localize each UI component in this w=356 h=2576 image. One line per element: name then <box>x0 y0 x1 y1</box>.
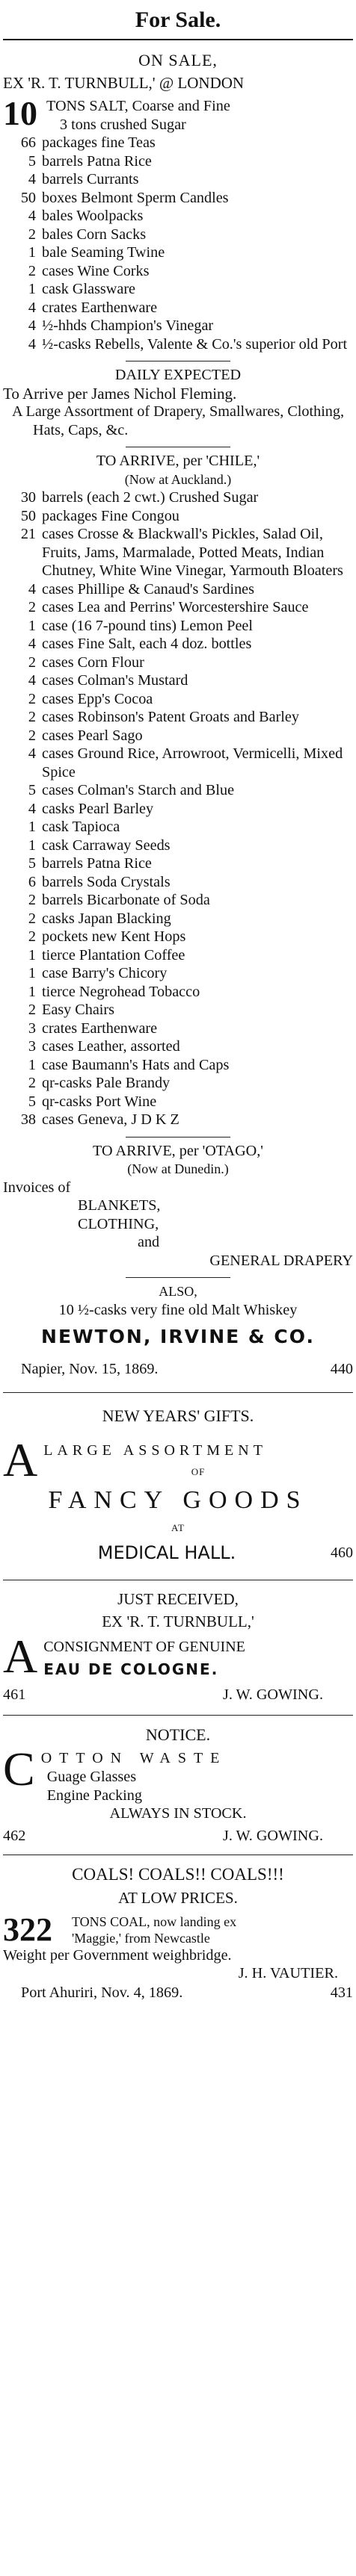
otago-heading: TO ARRIVE, per 'OTAGO,' <box>93 1142 263 1159</box>
list-item <box>3 507 353 526</box>
item-qty: 5 <box>28 1093 36 1110</box>
divider <box>126 1277 230 1278</box>
item-desc: cases Colman's Mustard <box>42 672 188 689</box>
and-line: and <box>138 1234 160 1250</box>
item-desc: ½-casks Rebells, Valente & Co.'s superior old Port <box>42 335 348 353</box>
otago-location: (Now at Dunedin.) <box>127 1161 229 1176</box>
item-desc: case Barry's Chicory <box>42 965 168 981</box>
coal-lead <box>3 1911 353 1948</box>
list-item <box>3 1111 353 1129</box>
ad-title: COALS! COALS!! COALS!!! <box>72 1864 284 1884</box>
item-qty: 4 <box>28 335 36 353</box>
firm-name: NEWTON, IRVINE & CO. <box>41 1326 315 1347</box>
item-desc: barrels (each 2 cwt.) Crushed Sugar <box>42 489 259 506</box>
ex-ship: EX 'R. T. TURNBULL,' <box>102 1613 254 1630</box>
coal-line-3: Weight per Government weighbridge. <box>3 1946 232 1964</box>
ad-title: JUST RECEIVED, <box>117 1590 239 1608</box>
item-qty: 5 <box>28 152 36 170</box>
chile-heading: TO ARRIVE, per 'CHILE,' <box>96 453 260 469</box>
list-item <box>3 727 353 745</box>
item-qty: 1 <box>28 1056 36 1073</box>
item-desc: boxes Belmont Sperm Candles <box>42 189 229 206</box>
list-item <box>3 1001 353 1019</box>
item-qty: 1 <box>28 837 36 854</box>
drop-cap: C <box>3 1742 35 1796</box>
item-qty: 2 <box>28 262 36 279</box>
list-item <box>3 1019 353 1038</box>
list-item <box>3 983 353 1002</box>
signature: J. H. VAUTIER. <box>238 1965 338 1981</box>
item-qty: 4 <box>28 317 36 334</box>
item-desc: cases Geneva, J D K Z <box>42 1111 179 1128</box>
item-desc: bales Woolpacks <box>42 208 144 224</box>
new-years-gifts-ad <box>3 1393 353 1568</box>
item-qty: 66 <box>20 134 36 151</box>
item-desc: cases Lea and Perrins' Worcestershire Sauce <box>42 599 309 615</box>
list-item <box>3 891 353 910</box>
list-item <box>3 1093 353 1111</box>
coal-line-2: 'Maggie,' from Newcastle <box>72 1930 210 1946</box>
invoices-of: Invoices of <box>3 1179 71 1196</box>
sig-row <box>3 1826 353 1846</box>
coal-qty: 322 <box>3 1911 52 1948</box>
list-item <box>3 910 353 928</box>
coal-line-1: TONS COAL, now landing ex <box>72 1914 237 1929</box>
sig-row <box>3 1685 353 1704</box>
whiskey-line: 10 ½-casks very fine old Malt Whiskey <box>58 1301 298 1318</box>
ad-ref: 460 <box>331 1545 353 1561</box>
item-qty: 2 <box>28 690 36 707</box>
item-desc: tierce Plantation Coffee <box>42 946 185 963</box>
dropcap-block <box>3 1742 353 1804</box>
hall-row <box>3 1538 353 1568</box>
item-qty: 30 <box>20 489 36 506</box>
clothing-line: CLOTHING, <box>78 1215 159 1232</box>
list-item <box>3 299 353 317</box>
item-desc: tierce Negrohead Tobacco <box>42 983 200 1000</box>
item-desc: qr-casks Pale Brandy <box>42 1075 171 1091</box>
list-item <box>3 580 353 599</box>
general-drapery-line: GENERAL DRAPERY <box>209 1252 353 1269</box>
list-item <box>3 708 353 727</box>
item-qty: 1 <box>28 244 36 261</box>
list-item <box>3 134 353 152</box>
item-qty: 1 <box>28 983 36 1000</box>
ad-ref: 431 <box>330 1984 353 2001</box>
list-item <box>3 635 353 654</box>
item-desc: bale Seaming Twine <box>42 244 165 261</box>
item-qty: 3 <box>28 1019 36 1037</box>
item-qty: 2 <box>28 654 36 671</box>
low-prices: AT LOW PRICES. <box>118 1888 238 1907</box>
item-desc: barrels Bicarbonate of Soda <box>42 892 210 908</box>
list-item <box>3 818 353 837</box>
ad-date: Napier, Nov. 15, 1869. <box>21 1361 159 1377</box>
item-qty: 5 <box>28 855 36 872</box>
date-row <box>3 1359 353 1379</box>
list-item <box>3 335 353 354</box>
item-qty: 1 <box>28 617 36 634</box>
item-desc: cases Crosse & Blackwall's Pickles, Salad Oil, Fruits, Jams, Marmalade, Potted Meats, Indian Chutney, White Wine Vinegar, Yarmouth Bloaters <box>42 526 343 579</box>
section-header: For Sale. <box>3 0 353 40</box>
chile-item-list <box>3 488 353 1129</box>
list-item <box>3 745 353 781</box>
item-qty: 21 <box>20 526 36 542</box>
item-desc: cask Glassware <box>42 281 135 297</box>
lead-desc-2: 3 tons crushed Sugar <box>60 116 186 133</box>
list-item <box>3 598 353 617</box>
item-desc: packages Fine Congou <box>42 507 179 524</box>
item-desc: cask Carraway Seeds <box>42 837 171 854</box>
arrive-fleming: To Arrive per James Nichol Fleming. <box>3 384 237 403</box>
stock-line: ALWAYS IN STOCK. <box>109 1805 247 1822</box>
list-item <box>3 617 353 636</box>
of-line: OF <box>191 1466 206 1477</box>
item-qty: 4 <box>28 580 36 598</box>
also-heading: ALSO, <box>159 1284 197 1299</box>
list-item <box>3 671 353 690</box>
list-item <box>3 262 353 281</box>
lead-item <box>3 94 353 134</box>
product-name: EAU DE COLOGNE. <box>43 1660 219 1678</box>
item-qty: 4 <box>28 171 36 187</box>
drop-cap: A <box>3 1433 38 1486</box>
list-item <box>3 226 353 244</box>
item-desc: crates Earthenware <box>42 299 158 316</box>
item-qty: 2 <box>28 226 36 243</box>
ad-title: NOTICE. <box>145 1725 211 1744</box>
signature: J. W. GOWING. <box>222 1686 323 1703</box>
item-desc: cases Phillipe & Canaud's Sardines <box>42 580 254 598</box>
ad-title: NEW YEARS' GIFTS. <box>102 1406 254 1425</box>
item-qty: 1 <box>28 965 36 981</box>
item-desc: cases Epp's Cocoa <box>42 690 153 707</box>
list-item <box>3 690 353 709</box>
item-desc: barrels Soda Crystals <box>42 873 171 890</box>
list-item <box>3 928 353 946</box>
list-item <box>3 488 353 507</box>
item-desc: cases Pearl Sago <box>42 727 143 744</box>
item-qty: 50 <box>20 507 36 524</box>
item-desc: case Baumann's Hats and Caps <box>42 1056 230 1073</box>
item-qty: 4 <box>28 672 36 689</box>
item-qty: 2 <box>28 599 36 615</box>
guage-glasses: Guage Glasses <box>46 1769 137 1785</box>
consignment-line: CONSIGNMENT OF GENUINE <box>43 1639 245 1655</box>
item-qty: 1 <box>28 281 36 297</box>
item-desc: ½-hhds Champion's Vinegar <box>42 317 214 334</box>
item-qty: 4 <box>28 800 36 817</box>
list-item <box>3 170 353 189</box>
list-item <box>3 280 353 299</box>
engine-packing: Engine Packing <box>46 1787 142 1804</box>
list-item <box>3 243 353 262</box>
item-desc: crates Earthenware <box>42 1019 158 1037</box>
item-qty: 4 <box>28 636 36 652</box>
item-desc: cases Ground Rice, Arrowroot, Vermicelli, Mixed Spice <box>42 745 343 780</box>
ad-date: Port Ahuriri, Nov. 4, 1869. <box>21 1984 183 2001</box>
list-item <box>3 964 353 983</box>
item-qty: 4 <box>28 745 36 762</box>
item-desc: casks Japan Blacking <box>42 910 171 927</box>
item-desc: barrels Currants <box>42 171 139 187</box>
item-qty: 1 <box>28 819 36 835</box>
list-item <box>3 873 353 892</box>
item-qty: 5 <box>28 782 36 798</box>
eau-de-cologne-ad <box>3 1580 353 1704</box>
dropcap-block <box>3 1433 353 1486</box>
medical-hall: MEDICAL HALL. <box>97 1542 236 1563</box>
item-qty: 2 <box>28 709 36 725</box>
ad-ref: 440 <box>330 1361 353 1377</box>
blankets-line: BLANKETS, <box>78 1197 161 1214</box>
date-row <box>3 1983 353 2002</box>
large-assortment: LARGE ASSORTMENT <box>43 1442 267 1459</box>
item-desc: cases Corn Flour <box>42 654 144 671</box>
ad-ref: 462 <box>3 1827 26 1844</box>
item-desc: cask Tapioca <box>42 819 120 835</box>
item-desc: barrels Patna Rice <box>42 152 152 170</box>
list-item <box>3 654 353 672</box>
fancy-goods: FANCY GOODS <box>48 1486 308 1514</box>
item-desc: casks Pearl Barley <box>42 800 154 817</box>
at-line: AT <box>171 1522 185 1533</box>
item-desc: cases Wine Corks <box>42 262 150 279</box>
list-item <box>3 854 353 873</box>
ad-ref: 461 <box>3 1686 26 1703</box>
item-desc: bales Corn Sacks <box>42 226 147 243</box>
lead-desc-1: TONS SALT, Coarse and Fine <box>46 98 230 114</box>
list-item <box>3 1037 353 1056</box>
item-desc: qr-casks Port Wine <box>42 1093 157 1110</box>
list-item <box>3 317 353 335</box>
drop-cap: A <box>3 1630 38 1683</box>
item-list <box>3 134 353 353</box>
list-item <box>3 781 353 800</box>
item-qty: 2 <box>28 727 36 744</box>
item-desc: cases Robinson's Patent Groats and Barley <box>42 709 299 725</box>
item-desc: cases Fine Salt, each 4 doz. bottles <box>42 636 252 652</box>
list-item <box>3 837 353 855</box>
list-item <box>3 800 353 819</box>
list-item <box>3 152 353 171</box>
newton-irvine-ad <box>3 40 353 1379</box>
item-desc: cases Leather, assorted <box>42 1038 180 1055</box>
item-qty: 4 <box>28 208 36 224</box>
list-item <box>3 946 353 965</box>
coals-ad <box>3 1855 353 2002</box>
item-qty: 50 <box>20 189 36 206</box>
item-qty: 2 <box>28 1002 36 1018</box>
list-item <box>3 1056 353 1075</box>
item-desc: Easy Chairs <box>42 1002 114 1018</box>
item-desc: case (16 7-pound tins) Lemon Peel <box>42 617 253 634</box>
chile-location: (Now at Auckland.) <box>124 471 232 487</box>
item-desc: pockets new Kent Hops <box>42 928 186 945</box>
list-item <box>3 207 353 226</box>
item-qty: 2 <box>28 910 36 927</box>
item-desc: packages fine Teas <box>42 134 156 151</box>
list-item <box>3 1074 353 1093</box>
item-qty: 6 <box>28 873 36 890</box>
item-qty: 38 <box>20 1111 36 1128</box>
signature: J. W. GOWING. <box>222 1827 323 1844</box>
item-qty: 4 <box>28 299 36 316</box>
divider <box>126 1137 230 1138</box>
item-desc: barrels Patna Rice <box>42 855 152 872</box>
assortment-text: A Large Assortment of Drapery, Smallwares, Clothing, Hats, Caps, &c. <box>12 403 345 438</box>
item-qty: 2 <box>28 892 36 908</box>
dropcap-block <box>3 1630 353 1683</box>
item-qty: 3 <box>28 1038 36 1055</box>
list-item <box>3 525 353 580</box>
cotton-waste-ad <box>3 1716 353 1846</box>
item-qty: 2 <box>28 928 36 945</box>
ex-ship-line: EX 'R. T. TURNBULL,' @ LONDON <box>3 74 245 92</box>
cotton-waste: OTTON WASTE <box>40 1750 227 1766</box>
item-qty: 1 <box>28 946 36 963</box>
daily-expected-heading: DAILY EXPECTED <box>114 367 242 383</box>
item-qty: 2 <box>28 1075 36 1091</box>
list-item <box>3 189 353 208</box>
on-sale-heading: ON SALE, <box>138 51 218 69</box>
lead-qty: 10 <box>3 94 37 132</box>
item-desc: cases Colman's Starch and Blue <box>42 782 235 798</box>
